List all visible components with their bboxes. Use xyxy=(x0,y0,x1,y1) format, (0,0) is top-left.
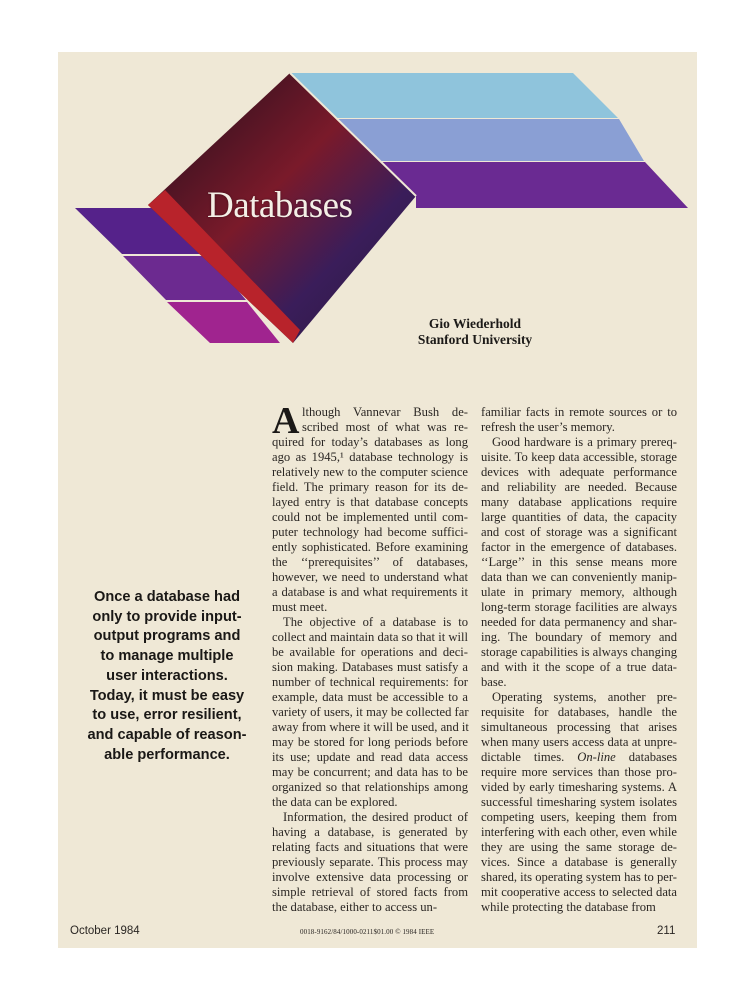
paragraph-line: devices with adequate performance xyxy=(481,465,677,479)
paragraph-line: and cost of storage was a significant xyxy=(481,525,677,539)
paragraph-line: relatively new to the computer science xyxy=(272,465,468,479)
paragraph-line: competing users, keeping them from xyxy=(481,810,677,824)
paragraph-line: layed entry is that database concepts xyxy=(272,495,468,509)
paragraph-line: the data can be explored. xyxy=(272,795,398,809)
paragraph-line: ‘‘Large’’ in this sense means more xyxy=(481,555,677,569)
pull-quote-line: able performance. xyxy=(104,746,230,763)
paragraph-line: puter technology had become suffici- xyxy=(272,525,468,539)
pull-quote-line: to use, error resilient, xyxy=(92,707,242,724)
article-title: Databases xyxy=(207,185,353,226)
text-column-1 xyxy=(272,400,469,915)
paragraph-line: ulate in primary memory, although xyxy=(481,585,677,599)
databases-graphic xyxy=(0,0,755,360)
paragraph-line: may be concurrent; and data has to be xyxy=(272,765,468,779)
paragraph-line: previously separate. This process may xyxy=(272,855,468,869)
paragraph-line: having a database, is generated by xyxy=(272,825,468,839)
paragraph-line: data than we can conveniently manip- xyxy=(481,570,677,584)
paragraph-line: vices. Since a database is generally xyxy=(481,855,677,869)
paragraph-line: mit cooperative access to selected data xyxy=(481,885,677,899)
paragraph-line: its use; update and read data access xyxy=(272,750,468,764)
paragraph-line: field. The primary reason for its de- xyxy=(272,480,468,494)
paragraph-line: Information, the desired product of xyxy=(283,810,468,824)
paragraph-line: example, data must be accessible to a xyxy=(272,690,468,704)
paragraph-line: Operating systems, another pre- xyxy=(492,690,677,704)
paragraph-line: scribed most of what was re- xyxy=(302,420,468,434)
paragraph-line: sion making. Databases must satisfy a xyxy=(272,660,468,674)
footer-copyright-code: 0018-9162/84/1000-0211$01.00 © 1984 IEEE xyxy=(300,928,435,936)
paragraph-line: and reliability are needed. Because xyxy=(481,480,677,494)
paragraph-line: ently sophisticated. Before examining xyxy=(272,540,468,554)
paragraph-line: long-term storage facilities are always xyxy=(481,600,677,614)
paragraph-line: the database, either to access un- xyxy=(272,900,438,914)
pull-quote-line: output programs and xyxy=(93,628,241,645)
paragraph-line: ing. The boundary of memory and xyxy=(481,630,677,644)
pull-quote-line: Once a database had xyxy=(94,589,240,605)
pull-quote-line: Today, it must be easy xyxy=(89,687,245,704)
paragraph-line: large quantities of data, the capacity xyxy=(481,510,677,524)
paragraph-line: away from where it will be used, and it xyxy=(272,720,469,734)
paragraph-line: collect and maintain data so that it will xyxy=(272,630,468,644)
paragraph-line: refresh the user’s memory. xyxy=(481,420,615,434)
band-light-blue xyxy=(290,73,618,118)
paragraph-line: needed for data permanency and shar- xyxy=(481,615,677,629)
paragraph-line: they are using the same storage de- xyxy=(481,840,677,854)
paragraph-line: variety of users, it may be collected far xyxy=(272,705,469,719)
paragraph-line: however, we need to understand what xyxy=(272,570,468,584)
paragraph-line: and with it the scope of a true data- xyxy=(481,660,677,674)
page-number: 211 xyxy=(657,925,676,937)
paragraph-line: Good hardware is a primary prereq- xyxy=(492,435,677,449)
paragraph-line: storage capabilities is always changing xyxy=(481,645,677,659)
paragraph-line: successful timesharing system isolates xyxy=(481,795,677,809)
author-affiliation: Stanford University xyxy=(417,332,533,347)
paragraph-line: require more services than those pro- xyxy=(481,765,677,779)
paragraph-line: ago as 1945,¹ database technology is xyxy=(272,450,468,464)
pull-quote-line: only to provide input- xyxy=(92,608,242,625)
paragraph-line: The objective of a database is to xyxy=(283,615,468,629)
author-name: Gio Wiederhold xyxy=(428,316,522,331)
paragraph-line: relating facts and situations that were xyxy=(272,840,468,854)
paragraph-line: a database is and what requirements it xyxy=(272,585,468,599)
paragraph-line: base. xyxy=(481,675,507,689)
paragraph-line: interfering with each other, even while xyxy=(481,825,677,839)
paragraph-line: simultaneous processing that arises xyxy=(481,720,677,734)
text-column-2 xyxy=(481,405,677,915)
paragraph-line: may be stored for long periods before xyxy=(272,735,468,749)
paragraph-line: vided by early timesharing systems. A xyxy=(481,780,677,794)
pull-quote-line: to manage multiple xyxy=(100,648,234,665)
pull-quote xyxy=(72,588,262,765)
paragraph-line: quired for today’s databases as long xyxy=(272,435,468,449)
paragraph-line: many database applications require xyxy=(481,495,677,509)
paragraph-line: organized so that relationships among xyxy=(272,780,468,794)
paragraph-line: lthough Vannevar Bush de- xyxy=(302,405,468,419)
paragraph-line: when many users access data at unpre- xyxy=(481,735,677,749)
paragraph-line: simple retrieval of stored facts from xyxy=(272,885,468,899)
pull-quote-line: and capable of reason- xyxy=(87,726,247,743)
paragraph-line: shared, its operating system has to per- xyxy=(481,870,677,884)
band-purple xyxy=(379,162,688,208)
paragraph-line: requisite for databases, handle the xyxy=(481,705,677,719)
paragraph-line: uisite. To keep data accessible, storage xyxy=(481,450,677,464)
paragraph-line: number of technical requirements: for xyxy=(272,675,468,689)
paragraph-line: must meet. xyxy=(272,600,328,614)
footer-date: October 1984 xyxy=(70,925,140,937)
paragraph-line: familiar facts in remote sources or to xyxy=(481,405,677,419)
paragraph-line: be available for operations and deci- xyxy=(272,645,468,659)
paragraph-line: could not be implemented until com- xyxy=(272,510,468,524)
paragraph-line: dictable times. On-line databases xyxy=(481,750,678,764)
band-periwinkle xyxy=(338,119,644,161)
pull-quote-line: user interactions. xyxy=(106,667,228,684)
paragraph-line: while protecting the database from xyxy=(481,900,656,914)
paragraph-line: involve extensive data processing or xyxy=(272,870,468,884)
paragraph-line: the ‘‘prerequisites’’ of databases, xyxy=(272,555,468,569)
paragraph-line: factor in the emergence of databases. xyxy=(481,540,677,554)
drop-cap: A xyxy=(272,400,300,442)
